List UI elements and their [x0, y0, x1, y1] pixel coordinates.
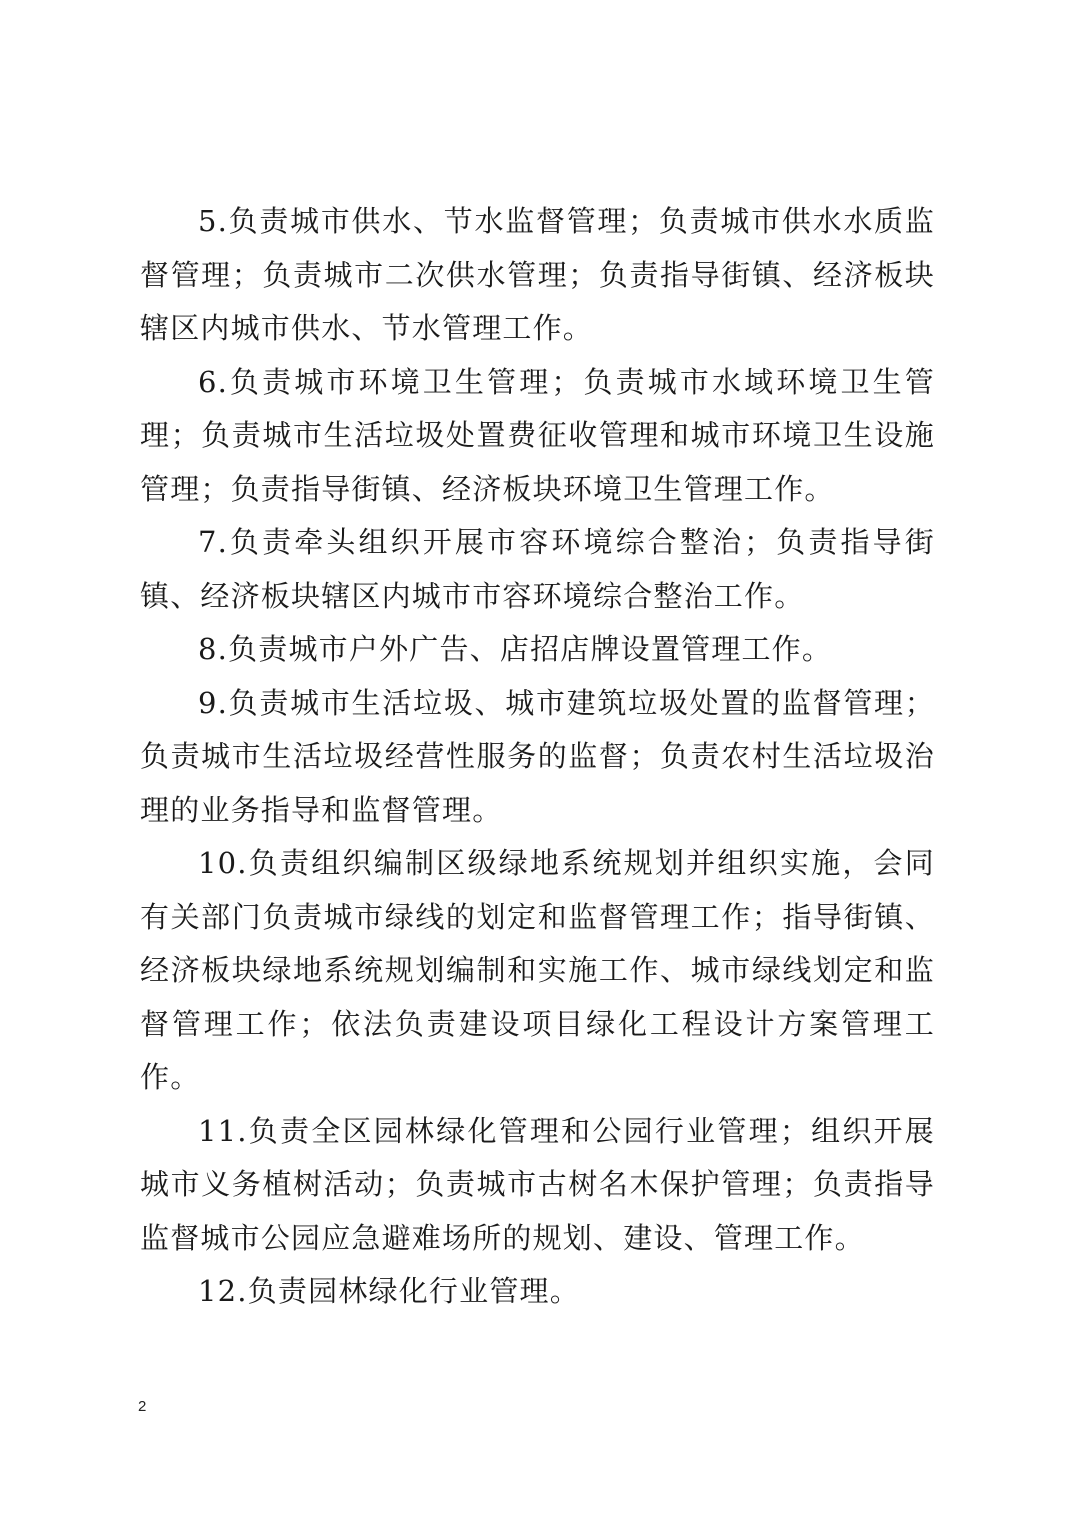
paragraph-item-8: 8.负责城市户外广告、店招店牌设置管理工作。 [198, 632, 833, 666]
paragraph-item-9: 9.负责城市生活垃圾、城市建筑垃圾处置的监督管理；负责城市生活垃圾经营性服务的监督；负责农村生活垃圾治理的业务指导和监督管理。 [140, 685, 935, 827]
paragraph-item-12: 12.负责园林绿化行业管理。 [198, 1274, 580, 1308]
document-body [140, 195, 935, 1319]
paragraph-item-10: 10.负责组织编制区级绿地系统规划并组织实施，会同有关部门负责城市绿线的划定和监督管理工作；指导街镇、经济板块绿地系统规划编制和实施工作、城市绿线划定和监督管理工作；依法负责建设项目绿化工程设计方案管理工作。 [140, 846, 935, 1094]
page-number: 2 [138, 1398, 147, 1415]
paragraph-item-7: 7.负责牵头组织开展市容环境综合整治；负责指导街镇、经济板块辖区内城市市容环境综合整治工作。 [140, 525, 935, 613]
paragraph-item-6: 6.负责城市环境卫生管理；负责城市水域环境卫生管理；负责城市生活垃圾处置费征收管理和城市环境卫生设施管理；负责指导街镇、经济板块环境卫生管理工作。 [140, 364, 935, 506]
paragraph-item-11: 11.负责全区园林绿化管理和公园行业管理；组织开展城市义务植树活动；负责城市古树名木保护管理；负责指导监督城市公园应急避难场所的规划、建设、管理工作。 [140, 1113, 935, 1255]
paragraph-item-5: 5.负责城市供水、节水监督管理；负责城市供水水质监督管理；负责城市二次供水管理；负责指导街镇、经济板块辖区内城市供水、节水管理工作。 [140, 204, 935, 345]
